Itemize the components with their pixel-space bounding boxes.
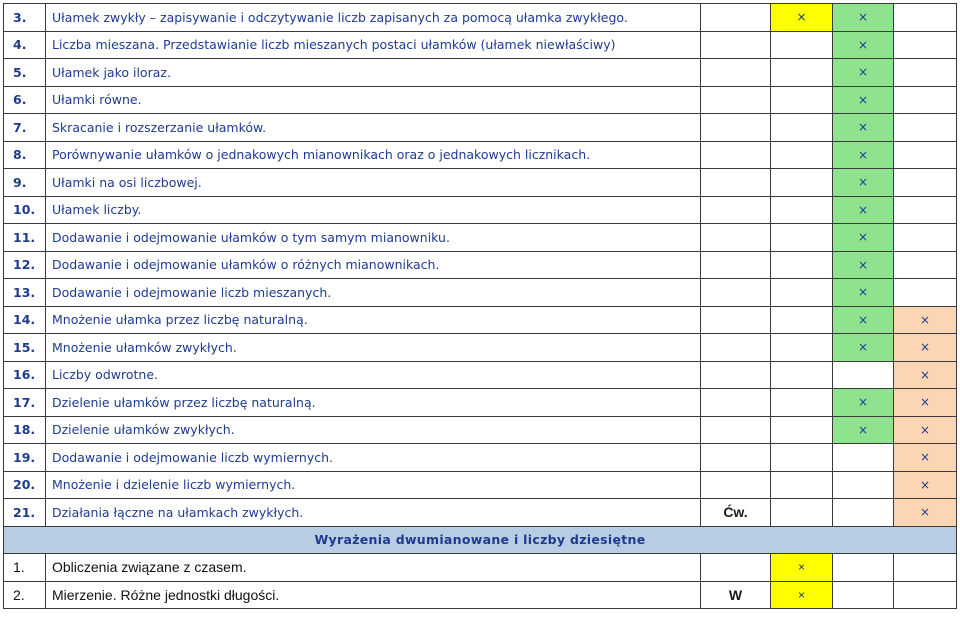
row-topic: Mnożenie ułamków zwykłych.	[46, 334, 701, 362]
row-mark-col3	[894, 251, 957, 279]
table-row	[4, 554, 957, 582]
row-topic: Liczba mieszana. Przedstawianie liczb mieszanych postaci ułamków (ułamek niewłaściwy)	[46, 31, 701, 59]
row-topic: Skracanie i rozszerzanie ułamków.	[46, 114, 701, 142]
row-mark-col1	[771, 334, 833, 362]
row-mark-col2: ×	[833, 31, 894, 59]
row-mark-col2: ×	[833, 389, 894, 417]
row-mark-col2: ×	[833, 59, 894, 87]
row-note	[701, 389, 771, 417]
row-mark-col3	[894, 169, 957, 197]
row-note	[701, 279, 771, 307]
row-mark-col3: ×	[894, 306, 957, 334]
row-note	[701, 59, 771, 87]
row-number: 21.	[4, 499, 46, 527]
row-topic: Mnożenie ułamka przez liczbę naturalną.	[46, 306, 701, 334]
row-mark-col2: ×	[833, 141, 894, 169]
row-mark-col3	[894, 114, 957, 142]
row-number: 19.	[4, 444, 46, 472]
row-number: 7.	[4, 114, 46, 142]
row-mark-col3	[894, 196, 957, 224]
row-mark-col3	[894, 59, 957, 87]
row-mark-col1	[771, 306, 833, 334]
row-mark-col2: ×	[833, 279, 894, 307]
row-number: 4.	[4, 31, 46, 59]
row-mark-col1	[771, 31, 833, 59]
row-number: 11.	[4, 224, 46, 252]
row-mark-col2: ×	[833, 169, 894, 197]
row-note	[701, 169, 771, 197]
row-mark-col3: ×	[894, 334, 957, 362]
row-number: 14.	[4, 306, 46, 334]
row-mark-col1	[771, 471, 833, 499]
row-mark-col3: ×	[894, 499, 957, 527]
row-number: 9.	[4, 169, 46, 197]
table-row	[4, 444, 957, 472]
row-note	[701, 251, 771, 279]
row-number: 10.	[4, 196, 46, 224]
row-mark-col2: ×	[833, 306, 894, 334]
row-number: 2.	[4, 581, 46, 609]
row-number: 8.	[4, 141, 46, 169]
table-row	[4, 196, 957, 224]
table-row	[4, 114, 957, 142]
row-note	[701, 416, 771, 444]
row-note	[701, 196, 771, 224]
table-row	[4, 361, 957, 389]
row-mark-col1	[771, 169, 833, 197]
table-row	[4, 581, 957, 609]
row-number: 17.	[4, 389, 46, 417]
row-mark-col3	[894, 581, 957, 609]
row-mark-col1: ×	[771, 554, 833, 582]
row-number: 12.	[4, 251, 46, 279]
row-topic: Ułamek jako iloraz.	[46, 59, 701, 87]
row-mark-col3: ×	[894, 389, 957, 417]
row-topic: Porównywanie ułamków o jednakowych mianownikach oraz o jednakowych licznikach.	[46, 141, 701, 169]
row-number: 15.	[4, 334, 46, 362]
row-mark-col1	[771, 141, 833, 169]
row-mark-col1	[771, 389, 833, 417]
row-mark-col1	[771, 59, 833, 87]
row-mark-col3: ×	[894, 444, 957, 472]
table-row	[4, 471, 957, 499]
row-mark-col2	[833, 499, 894, 527]
row-number: 5.	[4, 59, 46, 87]
row-mark-col1: ×	[771, 581, 833, 609]
row-note	[701, 306, 771, 334]
row-mark-col2: ×	[833, 4, 894, 32]
row-mark-col3	[894, 141, 957, 169]
row-mark-col1	[771, 444, 833, 472]
table-row	[4, 169, 957, 197]
curriculum-table-body	[4, 4, 957, 609]
row-mark-col1: ×	[771, 4, 833, 32]
row-mark-col1	[771, 499, 833, 527]
row-topic: Ułamek liczby.	[46, 196, 701, 224]
table-row	[4, 224, 957, 252]
table-row	[4, 334, 957, 362]
row-mark-col2	[833, 361, 894, 389]
section-header-row	[4, 526, 957, 554]
row-topic: Dodawanie i odejmowanie ułamków o różnych mianownikach.	[46, 251, 701, 279]
section-header: Wyrażenia dwumianowane i liczby dziesiętne	[4, 526, 957, 554]
row-mark-col3	[894, 554, 957, 582]
row-topic: Dodawanie i odejmowanie liczb mieszanych.	[46, 279, 701, 307]
table-row	[4, 499, 957, 527]
row-mark-col1	[771, 416, 833, 444]
table-row	[4, 279, 957, 307]
row-mark-col1	[771, 114, 833, 142]
row-mark-col1	[771, 196, 833, 224]
table-row	[4, 306, 957, 334]
row-mark-col2: ×	[833, 416, 894, 444]
row-note: Ćw.	[701, 499, 771, 527]
row-mark-col2: ×	[833, 334, 894, 362]
row-mark-col3: ×	[894, 471, 957, 499]
row-mark-col1	[771, 224, 833, 252]
row-note	[701, 554, 771, 582]
row-note	[701, 224, 771, 252]
row-topic: Mierzenie. Różne jednostki długości.	[46, 581, 701, 609]
row-topic: Ułamki na osi liczbowej.	[46, 169, 701, 197]
row-number: 1.	[4, 554, 46, 582]
row-note	[701, 31, 771, 59]
row-note: W	[701, 581, 771, 609]
row-mark-col3: ×	[894, 416, 957, 444]
row-note	[701, 141, 771, 169]
row-number: 18.	[4, 416, 46, 444]
row-mark-col3	[894, 4, 957, 32]
row-topic: Ułamek zwykły – zapisywanie i odczytywanie liczb zapisanych za pomocą ułamka zwykłego.	[46, 4, 701, 32]
row-mark-col3	[894, 31, 957, 59]
row-mark-col1	[771, 86, 833, 114]
row-mark-col3: ×	[894, 361, 957, 389]
row-note	[701, 361, 771, 389]
row-topic: Obliczenia związane z czasem.	[46, 554, 701, 582]
row-note	[701, 334, 771, 362]
row-mark-col2	[833, 471, 894, 499]
row-note	[701, 471, 771, 499]
table-row	[4, 251, 957, 279]
row-number: 3.	[4, 4, 46, 32]
row-mark-col1	[771, 361, 833, 389]
table-row	[4, 86, 957, 114]
row-number: 6.	[4, 86, 46, 114]
row-mark-col2: ×	[833, 86, 894, 114]
row-topic: Dzielenie ułamków zwykłych.	[46, 416, 701, 444]
row-mark-col2	[833, 581, 894, 609]
row-topic: Mnożenie i dzielenie liczb wymiernych.	[46, 471, 701, 499]
row-mark-col2: ×	[833, 114, 894, 142]
row-number: 13.	[4, 279, 46, 307]
row-mark-col1	[771, 279, 833, 307]
row-topic: Dzielenie ułamków przez liczbę naturalną.	[46, 389, 701, 417]
table-row	[4, 4, 957, 32]
row-topic: Dodawanie i odejmowanie ułamków o tym samym mianowniku.	[46, 224, 701, 252]
row-mark-col3	[894, 279, 957, 307]
curriculum-table	[3, 3, 957, 609]
table-row	[4, 389, 957, 417]
row-mark-col2: ×	[833, 251, 894, 279]
row-note	[701, 86, 771, 114]
row-mark-col2	[833, 444, 894, 472]
row-mark-col3	[894, 224, 957, 252]
row-number: 20.	[4, 471, 46, 499]
row-mark-col2: ×	[833, 196, 894, 224]
table-row	[4, 416, 957, 444]
row-mark-col2	[833, 554, 894, 582]
row-mark-col2: ×	[833, 224, 894, 252]
table-row	[4, 59, 957, 87]
row-topic: Liczby odwrotne.	[46, 361, 701, 389]
row-mark-col3	[894, 86, 957, 114]
row-note	[701, 114, 771, 142]
row-mark-col1	[771, 251, 833, 279]
table-row	[4, 31, 957, 59]
table-row	[4, 141, 957, 169]
row-topic: Ułamki równe.	[46, 86, 701, 114]
row-topic: Działania łączne na ułamkach zwykłych.	[46, 499, 701, 527]
row-note	[701, 444, 771, 472]
row-note	[701, 4, 771, 32]
row-number: 16.	[4, 361, 46, 389]
row-topic: Dodawanie i odejmowanie liczb wymiernych.	[46, 444, 701, 472]
